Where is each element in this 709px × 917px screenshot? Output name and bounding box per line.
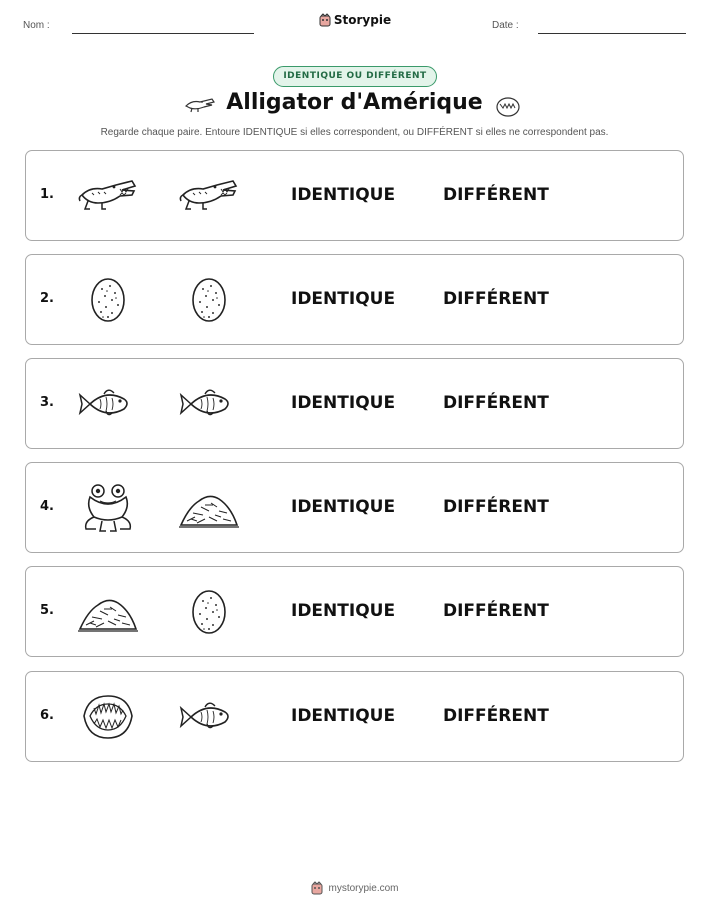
jaws-icon — [495, 94, 521, 120]
same-option[interactable]: IDENTIQUE — [291, 601, 396, 621]
frog-icon — [76, 477, 140, 539]
storypie-logo-icon — [318, 13, 332, 27]
list-item — [25, 358, 684, 449]
list-item — [25, 150, 684, 241]
row-number: 1. — [40, 187, 54, 202]
name-label: Nom : — [23, 20, 50, 31]
different-option[interactable]: DIFFÉRENT — [443, 289, 549, 309]
list-item — [25, 671, 684, 762]
fish-icon — [177, 686, 241, 748]
list-item — [25, 566, 684, 657]
same-option[interactable]: IDENTIQUE — [291, 289, 396, 309]
different-option[interactable]: DIFFÉRENT — [443, 185, 549, 205]
row-number: 6. — [40, 708, 54, 723]
same-option[interactable]: IDENTIQUE — [291, 706, 396, 726]
same-option[interactable]: IDENTIQUE — [291, 393, 396, 413]
egg-icon — [177, 581, 241, 643]
nest-icon — [76, 581, 140, 643]
name-field[interactable] — [72, 33, 254, 34]
alligator-icon — [177, 165, 241, 227]
row-number: 3. — [40, 395, 54, 410]
brand-logo — [0, 13, 709, 27]
different-option[interactable]: DIFFÉRENT — [443, 497, 549, 517]
row-number: 4. — [40, 499, 54, 514]
footer — [0, 881, 709, 895]
fish-icon — [76, 373, 140, 435]
jaws-icon — [76, 686, 140, 748]
fish-icon — [177, 373, 241, 435]
brand-name: Storypie — [333, 13, 392, 27]
row-number: 5. — [40, 603, 54, 618]
storypie-logo-icon — [310, 881, 324, 895]
row-number: 2. — [40, 291, 54, 306]
nest-icon — [177, 477, 241, 539]
alligator-icon — [76, 165, 140, 227]
list-item — [25, 254, 684, 345]
page-title: Alligator d'Amérique — [226, 90, 483, 115]
egg-icon — [76, 269, 140, 331]
egg-icon — [177, 269, 241, 331]
different-option[interactable]: DIFFÉRENT — [443, 601, 549, 621]
same-option[interactable]: IDENTIQUE — [291, 185, 396, 205]
date-label: Date : — [492, 20, 519, 31]
date-field[interactable] — [538, 33, 686, 34]
different-option[interactable]: DIFFÉRENT — [443, 706, 549, 726]
same-option[interactable]: IDENTIQUE — [291, 497, 396, 517]
different-option[interactable]: DIFFÉRENT — [443, 393, 549, 413]
worksheet-type-badge: IDENTIQUE OU DIFFÉRENT — [273, 66, 437, 87]
list-item — [25, 462, 684, 553]
footer-url[interactable]: mystorypie.com — [328, 883, 399, 894]
instructions: Regarde chaque paire. Entoure IDENTIQUE si elles correspondent, ou DIFFÉRENT si elles ne correspondent pas. — [100, 127, 609, 138]
